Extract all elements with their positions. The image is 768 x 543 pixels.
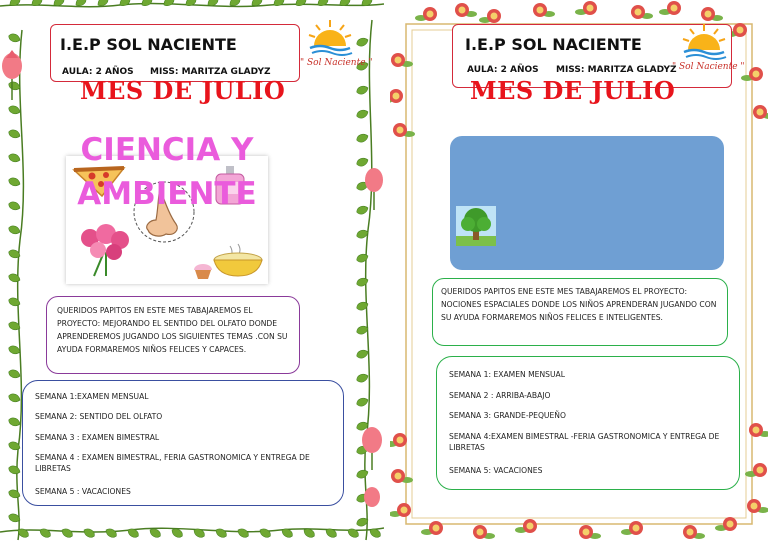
- tulip-icon: [364, 487, 380, 507]
- message-text: QUERIDOS PAPITOS EN ESTE MES TABAJAREMOS EL PROYECTO: MEJORANDO EL SENTIDO DEL OLFATO DONDE APRENDEREMOS JUGANDO LOS SIGUIENTES TEMAS .CON SU AYUDA FORMAREMOS NIÑOS FELICES Y CAPACES.: [57, 306, 288, 354]
- soup-icon: [210, 242, 266, 280]
- leaf-icon: [250, 0, 264, 8]
- leaf-icon: [7, 272, 21, 283]
- leaf-icon: [7, 224, 21, 235]
- rose-icon: [533, 3, 555, 17]
- rose-icon: [390, 503, 411, 517]
- rose-icon: [747, 499, 768, 513]
- tulip-icon: [2, 50, 22, 100]
- leaf-icon: [214, 527, 228, 539]
- leaf-icon: [346, 527, 360, 539]
- rose-icon: [745, 463, 767, 477]
- week-item: SEMANA 4:EXAMEN BIMESTRAL -FERIA GASTRONOMICA Y ENTREGA DE LIBRETAS: [449, 432, 720, 452]
- leaf-icon: [355, 36, 369, 47]
- leaf-icon: [7, 104, 21, 115]
- leaf-icon: [7, 200, 21, 211]
- weeks-box: [22, 380, 344, 506]
- rose-icon: [391, 53, 413, 67]
- leaf-icon: [7, 176, 21, 187]
- school-name: I.E.P SOL NACIENTE: [60, 35, 237, 54]
- rose-icon: [701, 7, 723, 21]
- sun-logo-icon: [680, 22, 728, 62]
- subject-card: [450, 136, 724, 270]
- leaf-icon: [192, 527, 206, 539]
- leaf-icon: [355, 156, 369, 167]
- message-box: [46, 296, 300, 374]
- leaf-icon: [355, 252, 369, 263]
- leaf-icon: [38, 527, 52, 539]
- rose-icon: [479, 9, 501, 23]
- leaf-icon: [355, 348, 369, 359]
- leaf-icon: [236, 527, 250, 539]
- week-item: SEMANA 3 : EXAMEN BIMESTRAL: [35, 433, 160, 442]
- rose-icon: [455, 3, 477, 17]
- rose-icon: [749, 423, 768, 437]
- leaf-icon: [355, 84, 369, 95]
- leaf-icon: [355, 468, 369, 479]
- aula-label: AULA: 2 AÑOS: [62, 67, 134, 77]
- weeks-box: [436, 356, 740, 490]
- week-item: SEMANA 2 : ARRIBA-ABAJO: [449, 391, 551, 400]
- flowers-icon: [76, 222, 134, 278]
- leaf-icon: [7, 488, 21, 499]
- rose-icon: [415, 7, 437, 21]
- leaf-icon: [184, 0, 198, 8]
- week-item: SEMANA 3: GRANDE-PEQUEÑO: [449, 411, 566, 420]
- leaf-icon: [7, 392, 21, 403]
- message-text: QUERIDOS PAPITOS ENE ESTE MES TABAJAREMOS EL PROYECTO: NOCIONES ESPACIALES DONDE LOS NIÑOS APRENDERAN JUGANDO CON SU AYUDA FORMAREMOS NIÑOS FELICES E INTELIGENTES.: [441, 287, 717, 322]
- logo-text: " Sol Naciente ": [300, 58, 373, 68]
- rose-icon: [390, 89, 403, 103]
- week-item: SEMANA 4 : EXAMEN BIMESTRAL, FERIA GASTRONOMICA Y ENTREGA DE LIBRETAS: [35, 453, 310, 473]
- week-item: SEMANA 5: VACACIONES: [449, 466, 543, 475]
- tulip-icon: [365, 168, 383, 210]
- rose-icon: [579, 525, 601, 539]
- leaf-icon: [355, 108, 369, 119]
- subject-line-2: AMBIENTE: [77, 176, 257, 212]
- leaf-icon: [7, 416, 21, 427]
- right-flyer: [390, 0, 768, 543]
- rose-icon: [621, 521, 643, 535]
- leaf-icon: [7, 464, 21, 475]
- rose-icon: [683, 525, 705, 539]
- rose-icon: [421, 521, 443, 535]
- logo-text: " Sol Naciente ": [672, 62, 745, 72]
- leaf-icon: [355, 132, 369, 143]
- leaf-icon: [360, 0, 374, 8]
- leaf-icon: [355, 276, 369, 287]
- aula-label: AULA: 2 AÑOS: [467, 65, 539, 75]
- rose-icon: [515, 519, 537, 533]
- rose-icon: [390, 433, 407, 447]
- week-item: SEMANA 1: EXAMEN MENSUAL: [449, 370, 565, 379]
- leaf-icon: [60, 527, 74, 539]
- week-item: SEMANA 5 : VACACIONES: [35, 487, 131, 496]
- rose-icon: [659, 1, 681, 15]
- teacher-label: MISS: MARITZA GLADYZ: [556, 65, 677, 75]
- rose-icon: [473, 525, 495, 539]
- leaf-icon: [258, 527, 272, 539]
- rose-icon: [753, 105, 768, 119]
- week-item: SEMANA 2: SENTIDO DEL OLFATO: [35, 412, 163, 421]
- leaf-icon: [30, 0, 44, 8]
- rose-icon: [575, 1, 597, 15]
- subject-line-1: CIENCIA Y: [80, 132, 254, 168]
- teacher-label: MISS: MARITZA GLADYZ: [150, 67, 271, 77]
- rose-icon: [631, 5, 653, 19]
- month-title: MES DE JULIO: [80, 76, 286, 105]
- leaf-icon: [7, 128, 21, 139]
- leaf-icon: [324, 527, 338, 539]
- leaf-icon: [7, 296, 21, 307]
- leaf-icon: [104, 527, 118, 539]
- school-name: I.E.P SOL NACIENTE: [465, 35, 642, 54]
- leaf-icon: [355, 204, 369, 215]
- message-box: [432, 278, 728, 346]
- leaf-icon: [7, 32, 21, 43]
- tree-icon: [456, 206, 496, 246]
- leaf-icon: [338, 0, 352, 8]
- sun-logo-icon: [306, 18, 354, 58]
- leaf-icon: [7, 368, 21, 379]
- leaf-icon: [206, 0, 220, 8]
- leaf-icon: [52, 0, 66, 8]
- rose-icon: [391, 469, 413, 483]
- leaf-icon: [355, 372, 369, 383]
- leaf-icon: [8, 0, 22, 8]
- week-item: SEMANA 1:EXAMEN MENSUAL: [35, 392, 149, 401]
- leaf-icon: [82, 527, 96, 539]
- leaf-icon: [316, 0, 330, 8]
- month-title: MES DE JULIO: [470, 76, 676, 105]
- subject-title: [60, 128, 274, 216]
- leaf-icon: [7, 152, 21, 163]
- leaf-icon: [355, 396, 369, 407]
